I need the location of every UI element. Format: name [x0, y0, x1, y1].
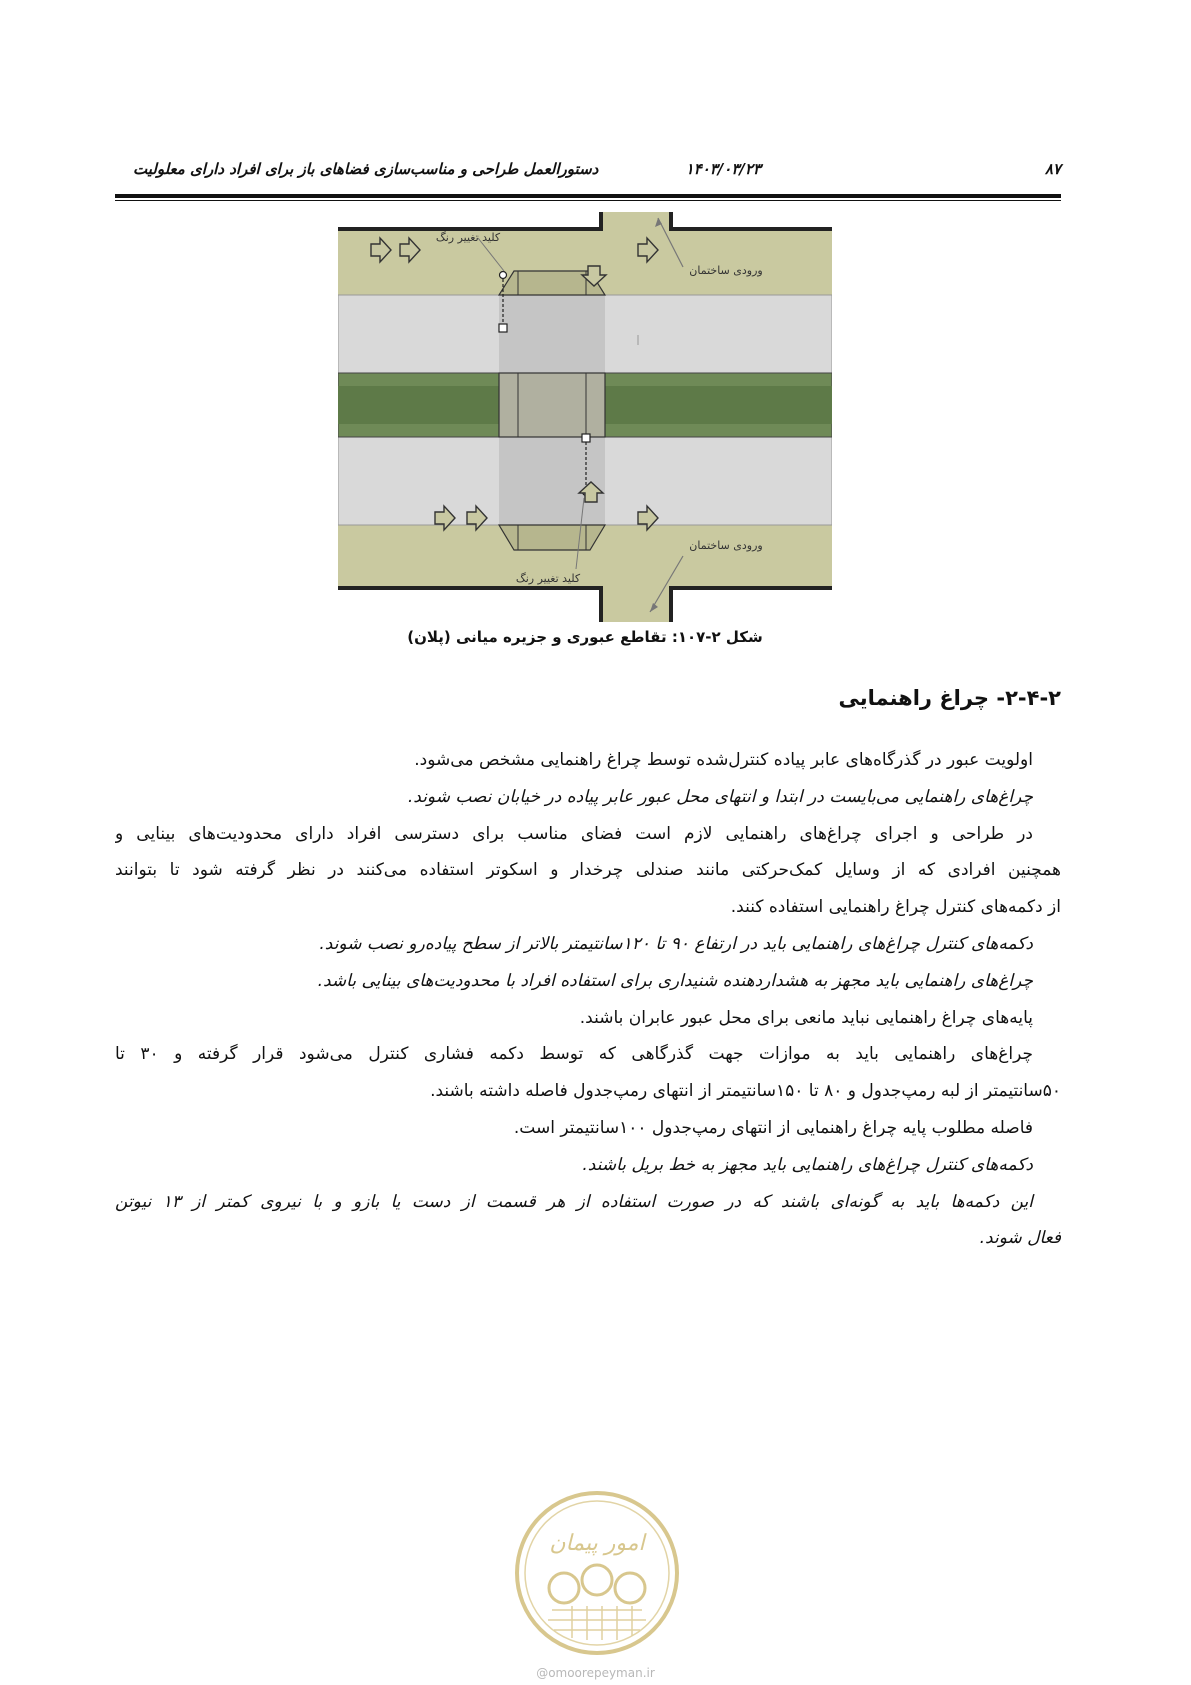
label-switch-bottom: کلید تغییر رنگ — [515, 572, 581, 585]
curb-ramp-bottom — [499, 525, 605, 550]
label-entrance-bottom: ورودی ساختمان — [689, 539, 763, 552]
body-text — [115, 742, 1061, 1257]
paragraph: ۵۰سانتیمتر از لبه رمپ‌جدول و ۸۰ تا ۱۵۰سانتیمتر از انتهای رمپ‌جدول فاصله داشته باشند. — [430, 1081, 1061, 1102]
header-title: دستورالعمل طراحی و مناسب‌سازی فضاهای باز برای افراد دارای معلولیت — [133, 160, 599, 178]
label-switch-top: کلید تغییر رنگ — [435, 231, 501, 244]
paragraph: فاصله مطلوب پایه چراغ راهنمایی از انتهای رمپ‌جدول ۱۰۰سانتیمتر است. — [513, 1117, 1033, 1138]
paragraph: چراغ‌های راهنمایی باید به موازات جهت گذرگاهی که توسط دکمه فشاری کنترل می‌شود قرار گرفته و ۳۰ تا — [115, 1044, 1033, 1065]
label-entrance-top: ورودی ساختمان — [689, 264, 763, 277]
figure-caption: شکل ۲-۱۰۷: تقاطع عبوری و جزیره میانی (پلان) — [407, 628, 763, 646]
paragraph: همچنین افرادی که از وسایل کمک‌حرکتی مانند صندلی چرخدار و اسکوتر استفاده می‌کنند در نظر گرفته شود تا بتوانند — [115, 860, 1061, 881]
svg-text:امور پیمان: امور پیمان — [549, 1531, 645, 1556]
header-rule-thin — [115, 200, 1061, 201]
page-number: ۸۷ — [1044, 160, 1061, 178]
paragraph: از دکمه‌های کنترل چراغ راهنمایی استفاده کنند. — [730, 897, 1061, 918]
paragraph: فعال شوند. — [979, 1228, 1061, 1249]
paragraph: اولویت عبور در گذرگاه‌های عابر پیاده کنترل‌شده توسط چراغ راهنمایی مشخص می‌شود. — [414, 750, 1033, 770]
section-heading: ۲-۴-۲- چراغ راهنمایی — [838, 686, 1061, 710]
paragraph: در طراحی و اجرای چراغ‌های راهنمایی لازم است فضای مناسب برای دسترسی افراد دارای محدودیت‌های بینایی و — [115, 823, 1033, 844]
paragraph: چراغ‌های راهنمایی می‌بایست در ابتدا و انتهای محل عبور عابر پیاده در خیابان نصب شوند. — [407, 786, 1033, 807]
paragraph: پایه‌های چراغ راهنمایی نباید مانعی برای محل عبور عابران باشند. — [579, 1007, 1033, 1028]
median-refuge — [499, 373, 605, 437]
paragraph: این دکمه‌ها باید به گونه‌ای باشند که در صورت استفاده از هر قسمت از دست یا بازو و با نیروی کمتر از ۱۳ نیوتن — [115, 1191, 1033, 1212]
crossing-plan-figure — [338, 212, 832, 622]
header-date: ۱۴۰۳/۰۳/۲۳ — [685, 160, 761, 178]
page-header — [115, 160, 1061, 186]
paragraph: دکمه‌های کنترل چراغ‌های راهنمایی باید مجهز به خط بریل باشند. — [582, 1154, 1033, 1175]
paragraph: چراغ‌های راهنمایی باید مجهز به هشداردهنده شنیداری برای استفاده افراد با محدودیت‌های بینایی باشد. — [317, 970, 1033, 991]
watermark-stamp-icon — [512, 1488, 682, 1658]
watermark-site: @omoorepeyman.ir — [536, 1666, 655, 1680]
paragraph: دکمه‌های کنترل چراغ‌های راهنمایی باید در ارتفاع ۹۰ تا ۱۲۰سانتیمتر بالاتر از سطح پیاده‌رو نصب شوند. — [319, 933, 1033, 954]
header-rule-thick — [115, 194, 1061, 198]
